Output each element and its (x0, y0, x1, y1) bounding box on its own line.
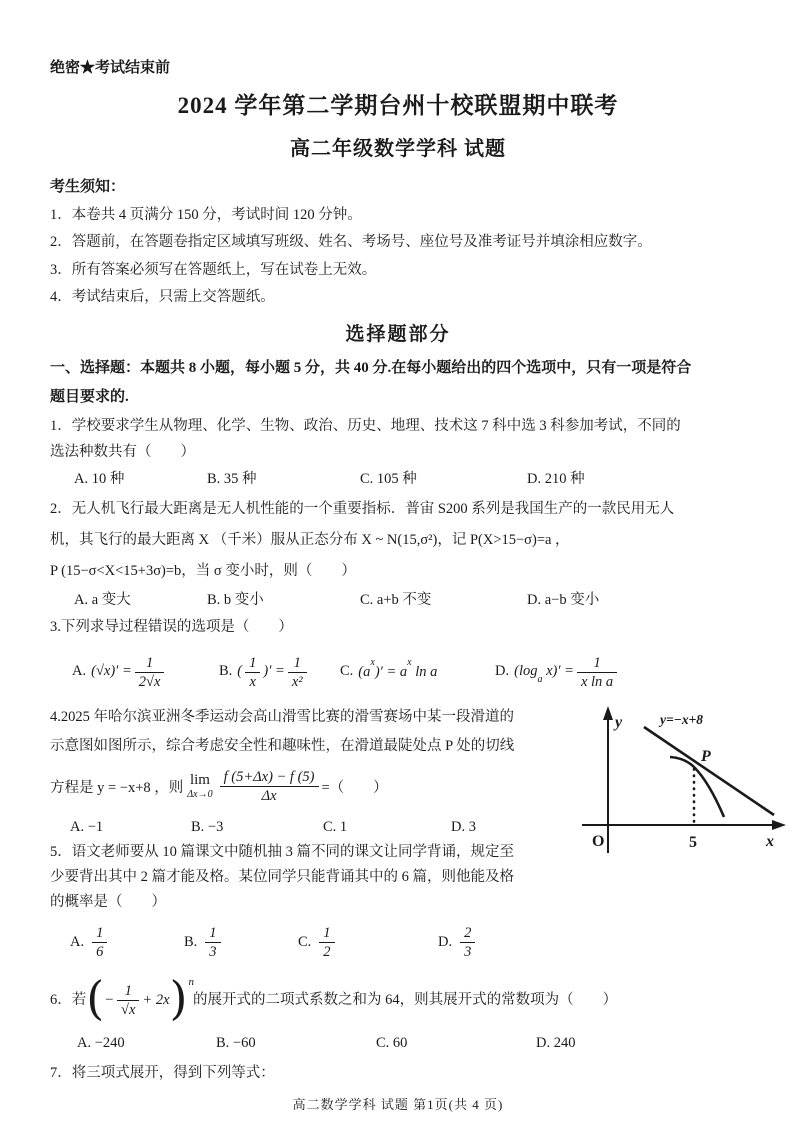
q3-d-mid: x)′ = (542, 662, 574, 679)
lim-subscript: Δx→0 (187, 789, 213, 801)
q3-option-b-fraction-1 (245, 654, 260, 691)
q6-option-a: A. −240 (77, 1034, 125, 1051)
q6-options (50, 1030, 746, 1056)
question-6 (50, 972, 746, 1056)
q2-text-line-3: P (15−σ<X<15+3σ)=b，当 σ 变小时，则（ ） (50, 563, 356, 580)
q3-option-d-fraction (577, 654, 617, 691)
q4-limit-line (50, 760, 578, 814)
q1-option-a: A. 10 种 (74, 470, 125, 487)
question-5 (50, 840, 578, 970)
q3-a-numerator: 1 (135, 654, 165, 673)
q3-b-frac1-denominator: x (249, 673, 256, 690)
q6-stem: 6．若 ( − $\frac{1}{√x}$ + 2x ) n 的展开式的二项式系数之和为 64，则其展开式的常数项为（ ） (50, 970, 618, 1025)
q3-c-pre: (a (358, 663, 371, 680)
q5-option-d-fraction (460, 924, 475, 961)
q4-options (50, 814, 578, 840)
q6-numerator: 1 (117, 982, 139, 1001)
q5-d-denominator: 3 (464, 944, 472, 961)
q6-minus-sign: − (104, 991, 114, 1008)
q3-option-a-label: A. (72, 663, 87, 680)
q5-text-line-1: 5．语文老师要从 10 篇课文中随机抽 3 篇不同的课文让同学背诵，规定至 (50, 843, 514, 860)
question-1 (50, 414, 746, 492)
notice-heading: 考生须知： (50, 179, 126, 195)
q1-text-line-1: 1．学校要求学生从物理、化学、生物、政治、历史、地理、技术这 7 科中选 3 科参加考试，不同的 (50, 418, 681, 435)
q3-option-a-fraction (135, 654, 165, 691)
q3-option-a-lhs: (√x)′ = (91, 663, 132, 680)
q3-option-d (495, 654, 620, 691)
q2-text-line-1: 2．无人机飞行最大距离是无人机性能的一个重要指标．普宙 S200 系列是我国生产的一款民用无人 (50, 500, 675, 517)
question-4-5-region (50, 703, 774, 969)
q5-option-b-fraction (205, 924, 220, 961)
q5-text-line-3: 的概率是（ ） (50, 894, 166, 911)
q3-b-frac2-numerator: 1 (288, 654, 307, 673)
notice-item-2: 2．答题前，在答题卷指定区域填写班级、姓名、考场号、座位号及准考证号并填涂相应数字。 (50, 234, 652, 251)
exam-title: 2024 学年第二学期台州十校联盟期中联考 (177, 93, 619, 118)
x-tick-label: 5 (689, 834, 697, 852)
tangent-equation-label: y=−x+8 (660, 712, 704, 728)
q6-fraction (117, 982, 139, 1019)
q1-text-line-2: 选法种数共有（ ） (50, 443, 195, 460)
q6-option-b: B. −60 (216, 1034, 256, 1051)
q3-c-mid: )′ = a (374, 663, 408, 680)
q3-options (50, 643, 746, 701)
q2-option-c: C. a+b 不变 (360, 592, 432, 609)
q6-denominator: √x (121, 1002, 136, 1019)
q5-c-numerator: 1 (319, 924, 334, 943)
q3-stem: 3.下列求导过程错误的选项是（ ） (50, 619, 293, 636)
q1-options (50, 466, 746, 492)
q2-option-b: B. b 变小 (207, 592, 264, 609)
q3-b-open-paren: ( (237, 663, 243, 680)
q5-a-denominator: 6 (96, 944, 104, 961)
q5-option-c-label: C. (298, 934, 312, 951)
q6-exponent: n (188, 975, 194, 988)
q3-d-pre: (log (514, 662, 538, 679)
question-2 (50, 494, 746, 614)
instruction-line-2: 题目要求的. (50, 388, 129, 405)
q3-option-b-label: B. (219, 663, 233, 680)
q5-b-numerator: 1 (205, 924, 220, 943)
x-axis-arrow-icon (772, 820, 786, 830)
q4-line3-pre: 方程是 y = −x+8 ，则 (50, 780, 184, 797)
q5-b-denominator: 3 (209, 944, 217, 961)
q5-c-denominator: 2 (323, 944, 331, 961)
q6-option-c: C. 60 (376, 1034, 408, 1051)
q2-options (50, 587, 746, 613)
q1-option-d: D. 210 种 (527, 470, 585, 487)
q5-option-b (184, 924, 298, 961)
question-4 (50, 703, 578, 840)
q6-pre: 6．若 (50, 991, 87, 1008)
q3-option-d-label: D. (495, 663, 510, 680)
q3-option-d-lhs (514, 659, 574, 686)
q2-option-d: D. a−b 变小 (527, 592, 600, 609)
q6-option-d: D. 240 (536, 1034, 576, 1051)
q3-d-numerator: 1 (577, 654, 617, 673)
limit-operator (187, 773, 212, 800)
q4-text-line-1: 4.2025 年哈尔滨亚洲冬季运动会高山滑雪比赛的滑雪赛场中某一段滑道的 (50, 709, 514, 726)
q3-option-c-formula (358, 656, 438, 686)
notice-item-4: 4．考试结束后，只需上交答题纸。 (50, 289, 275, 306)
q5-options (50, 916, 578, 970)
q3-b-frac1-numerator: 1 (245, 654, 260, 673)
q3-option-a (72, 654, 219, 691)
q3-option-b (219, 654, 340, 691)
q5-option-b-label: B. (184, 934, 198, 951)
q4-difference-quotient (220, 768, 319, 805)
x-axis-label: x (766, 833, 774, 851)
q4-line3-post: =（ ） (321, 780, 388, 797)
q3-b-middle: )′ = (263, 663, 285, 680)
q3-option-c (340, 656, 495, 686)
page-footer: 高二数学学科 试题 第1页(共 4 页) (292, 1096, 504, 1112)
q3-option-c-label: C. (340, 663, 354, 680)
q4-text-line-2: 示意图如图所示，综合考虑安全性和趣味性，在滑道最陡处点 P 处的切线 (50, 737, 515, 754)
question-3 (50, 615, 746, 701)
q5-option-a-label: A. (70, 934, 85, 951)
q4-frac-denominator: Δx (261, 788, 277, 805)
q4-frac-numerator: f (5+Δx) − f (5) (220, 768, 319, 787)
notice-item-1: 1．本卷共 4 页满分 150 分，考试时间 120 分钟。 (50, 206, 362, 223)
q1-option-b: B. 35 种 (207, 470, 257, 487)
q1-option-c: C. 105 种 (360, 470, 417, 487)
q4-option-c: C. 1 (323, 818, 348, 835)
q6-post: 的展开式的二项式系数之和为 64，则其展开式的常数项为（ ） (192, 991, 618, 1008)
q5-option-d-label: D. (438, 934, 453, 951)
exam-subtitle: 高二年级数学学科 试题 (290, 138, 506, 160)
q5-option-a (70, 924, 184, 961)
q3-c-post: ln a (411, 663, 438, 680)
q3-c-exponent-2: x (407, 656, 412, 668)
q5-option-c (298, 924, 438, 961)
instruction-line-1: 一、选择题：本题共 8 小题，每小题 5 分，共 40 分.在每小题给出的四个选项中，只有一项是符合 (50, 359, 692, 376)
slope-curve (670, 757, 724, 817)
q2-option-a: A. a 变大 (74, 592, 131, 609)
q4-option-d: D. 3 (451, 818, 476, 835)
section-instruction (50, 354, 746, 413)
q4-q5-text-column (50, 703, 578, 969)
section-part-title: 选择题部分 (345, 323, 451, 345)
tangent-line (644, 727, 774, 815)
q3-d-denominator: x ln a (580, 673, 614, 690)
point-p-label: P (701, 748, 711, 766)
q3-a-denominator: 2√x (138, 673, 161, 690)
q4-ski-slope-diagram (578, 699, 794, 859)
q2-text-line-2: 机，其飞行的最大距离 X （千米）服从正态分布 X ~ N(15,σ²)，记 P(X>15−σ)=a ， (50, 532, 570, 549)
q3-c-exponent-1: x (370, 656, 375, 668)
q5-a-numerator: 1 (92, 924, 107, 943)
q5-option-c-fraction (319, 924, 334, 961)
candidate-notice (50, 173, 746, 312)
notice-item-3: 3．所有答案必须写在答题纸上，写在试卷上无效。 (50, 261, 377, 278)
q4-option-b: B. −3 (191, 818, 224, 835)
q4-option-a: A. −1 (70, 818, 104, 835)
q5-text-line-2: 少要背出其中 2 篇才能及格。某位同学只能背诵其中的 6 篇，则他能及格 (50, 869, 514, 886)
y-axis-arrow-icon (603, 706, 613, 720)
q3-b-frac2-denominator: x² (291, 673, 303, 690)
lim-word: lim (189, 772, 210, 789)
y-axis-label: y (615, 714, 623, 732)
question-7: 7．将三项式展开，得到下列等式： (50, 1064, 275, 1081)
q3-d-base-subscript: a (537, 673, 543, 685)
q5-option-d (438, 924, 478, 961)
q5-d-numerator: 2 (460, 924, 475, 943)
classification-label: 绝密★考试结束前 (50, 60, 171, 76)
origin-label: O (592, 833, 605, 851)
q5-option-a-fraction (92, 924, 107, 961)
q6-plus-2x: + 2x (142, 991, 170, 1008)
q3-option-b-fraction-2 (288, 654, 307, 691)
